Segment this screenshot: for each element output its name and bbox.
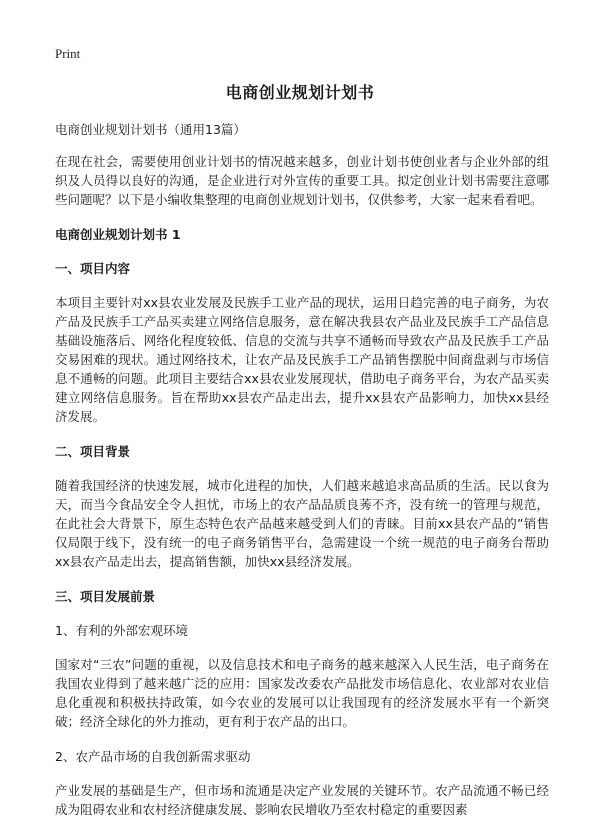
- subsection-heading-macro: 1、有利的外部宏观环境: [55, 623, 188, 638]
- page-title: 电商创业规划计划书: [225, 83, 375, 102]
- intro-paragraph: 在现在社会，需要使用创业计划书的情况越来越多，创业计划书使创业者与企业外部的组织及人员得以良好的沟通，是企业进行对外宣传的重要工具。拟定创业计划书需要注意哪些问题呢？以下是小编收集整理的电商创业规划计划书，仅供参考，大家一起来看看吧。: [55, 154, 549, 207]
- document-body: [55, 120, 549, 828]
- subsection-paragraph-innovation: 产业发展的基础是生产，但市场和流通是决定产业发展的关键环节。农产品流通不畅已经成为阻碍农业和农村经济健康发展、影响农民增收乃至农村稳定的重要因素: [55, 783, 549, 817]
- section-paragraph-content: 本项目主要针对xx县农业发展及民族手工业产品的现状，运用日趋完善的电子商务，为农产品及民族手工产品买卖建立网络信息服务，意在解决我县农产品业及民族手工产品信息基础设施落后、网络化程度较低、信息的交流与共享不通畅而导致农产品及民族手工产品交易困难的现状。通过网络技术，让农产品及民族手工产品销售摆脱中间商盘剥与市场信息不通畅的问题。此项目主要结合xx县农业发展现状，借助电子商务平台，为农产品买卖建立网络信息服务。旨在帮助xx县农产品走出去，提升xx县农产品影响力，加快xx县经济发展。: [55, 295, 549, 424]
- section-heading-content: 一、项目内容: [55, 261, 131, 276]
- subsection-paragraph-macro: 国家对“三农”问题的重视，以及信息技术和电子商务的越来越深入人民生活，电子商务在我国农业得到了越来越广泛的应用：国家发改委农产品批发市场信息化、农业部对农业信息化重视和积极扶持政策，如今农业的发展可以让我国现有的经济发展水平有一个新突破；经济全球化的外力推动，更有利于农产品的出口。: [55, 657, 549, 729]
- section-heading-background: 二、项目背景: [55, 444, 131, 459]
- plan-heading: 电商创业规划计划书 1: [55, 227, 181, 242]
- subsection-heading-innovation: 2、农产品市场的自我创新需求驱动: [55, 749, 251, 764]
- section-paragraph-background: 随着我国经济的快速发展，城市化进程的加快，人们越来越追求高品质的生活。民以食为天，而当今食品安全令人担忧，市场上的农产品品质良莠不齐，没有统一的管理与规范，在此社会大背景下，原生态特色农产品越来越受到人们的青睐。目前xx县农产品的”销售仅局限于线下，没有统一的电子商务销售平台，急需建设一个统一规范的电子商务台帮助xx县农产品走出去，提高销售额，加快xx县经济发展。: [55, 478, 549, 569]
- print-link[interactable]: Print: [55, 46, 81, 61]
- document-subtitle: 电商创业规划计划书（通用13篇）: [55, 122, 246, 137]
- section-heading-prospects: 三、项目发展前景: [55, 589, 156, 604]
